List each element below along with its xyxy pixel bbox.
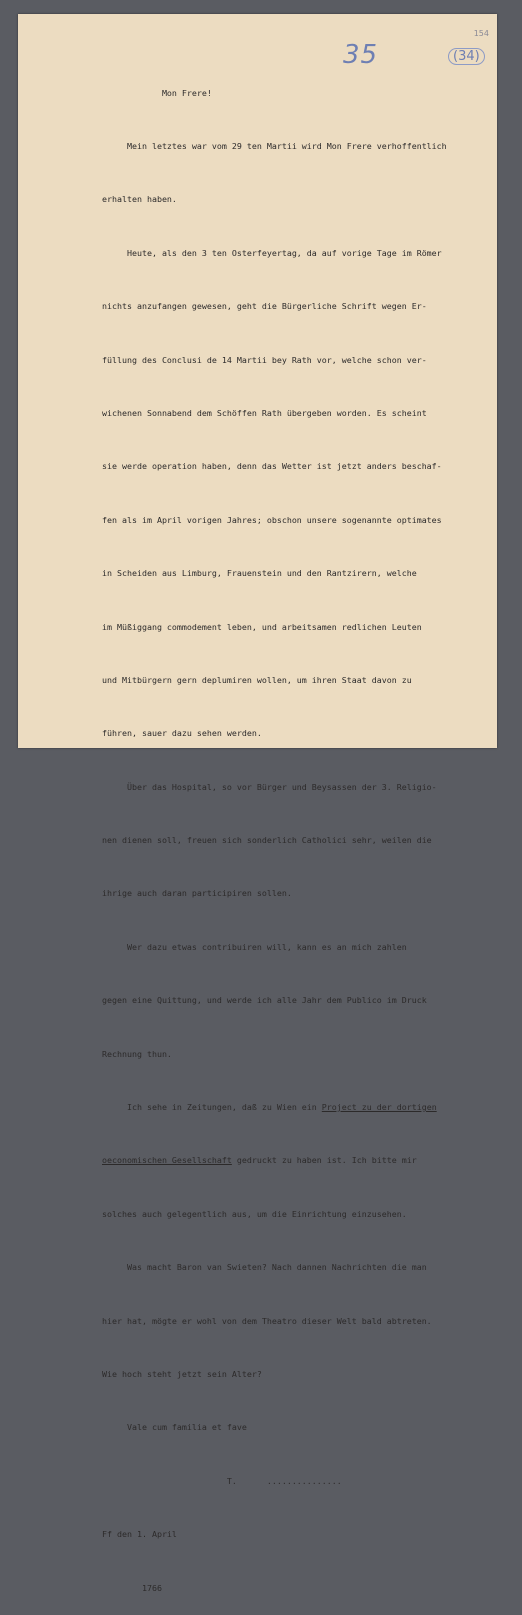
text-line: nen dienen soll, freuen sich sonderlich Catholici sehr, weilen die — [102, 835, 432, 846]
text-line: solches auch gelegentlich aus, um die Einrichtung einzusehen. — [102, 1208, 407, 1219]
text-line: im Müßiggang commodement leben, und arbeitsamen redlichen Leuten — [102, 621, 422, 632]
text-line: wichenen Sonnabend dem Schöffen Rath übergeben worden. Es scheint — [102, 407, 427, 418]
closing-line: Vale cum familia et fave — [102, 1422, 247, 1433]
text-line: Mein letztes war vom 29 ten Martii wird Mon Frere verhoffentlich — [102, 140, 447, 151]
text-line: ihrige auch daran participiren sollen. — [102, 888, 292, 899]
text-line: sie werde operation haben, denn das Wetter ist jetzt anders beschaf- — [102, 461, 442, 472]
year: 1766 — [102, 1582, 162, 1593]
folio-stamp: 35 — [343, 40, 379, 70]
text-line: gegen eine Quittung, und werde ich alle Jahr dem Publico im Druck — [102, 995, 427, 1006]
text-line: nichts anzufangen gewesen, geht die Bürgerliche Schrift wegen Er- — [102, 301, 427, 312]
text-segment: gedruckt zu haben ist. Ich bitte mir — [231, 1155, 417, 1166]
letter-body — [102, 49, 522, 1615]
circled-folio-number: (34) — [448, 48, 485, 65]
text-line: und Mitbürgern gern deplumiren wollen, um ihren Staat davon zu — [102, 674, 412, 685]
text-line: Über das Hospital, so vor Bürger und Beysassen der 3. Religio- — [102, 781, 437, 792]
text-line: Wer dazu etwas contribuiren will, kann es an mich zahlen — [102, 941, 407, 952]
text-line: erhalten haben. — [102, 194, 177, 205]
text-segment: Ich sehe in Zeitungen, daß zu Wien ein — [102, 1102, 322, 1113]
text-line: fen als im April vorigen Jahres; obschon unsere sogenannte optimates — [102, 514, 442, 525]
text-line: führen, sauer dazu sehen werden. — [102, 728, 262, 739]
signature-line: T. ............... — [102, 1475, 342, 1486]
text-line: Rechnung thun. — [102, 1048, 172, 1059]
text-line — [102, 1099, 522, 1117]
text-line: füllung des Conclusi de 14 Martii bey Rath vor, welche schon ver- — [102, 354, 427, 365]
text-line — [102, 1152, 522, 1170]
corner-folio-number: 154 — [473, 29, 489, 38]
place-date: Ff den 1. April — [102, 1529, 177, 1540]
text-line: Was macht Baron van Swieten? Nach dannen Nachrichten die man — [102, 1262, 427, 1273]
text-line: in Scheiden aus Limburg, Frauenstein und den Rantzirern, welche — [102, 568, 417, 579]
salutation: Mon Frere! — [102, 87, 212, 98]
text-line: Heute, als den 3 ten Osterfeyertag, da auf vorige Tage im Römer — [102, 247, 442, 258]
underlined-text: oeconomischen Gesellschaft — [102, 1155, 232, 1166]
text-line: hier hat, mögte er wohl von dem Theatro dieser Welt bald abtreten. — [102, 1315, 432, 1326]
text-line: Wie hoch steht jetzt sein Alter? — [102, 1368, 262, 1379]
underlined-text: Project zu der dortigen — [321, 1102, 437, 1113]
